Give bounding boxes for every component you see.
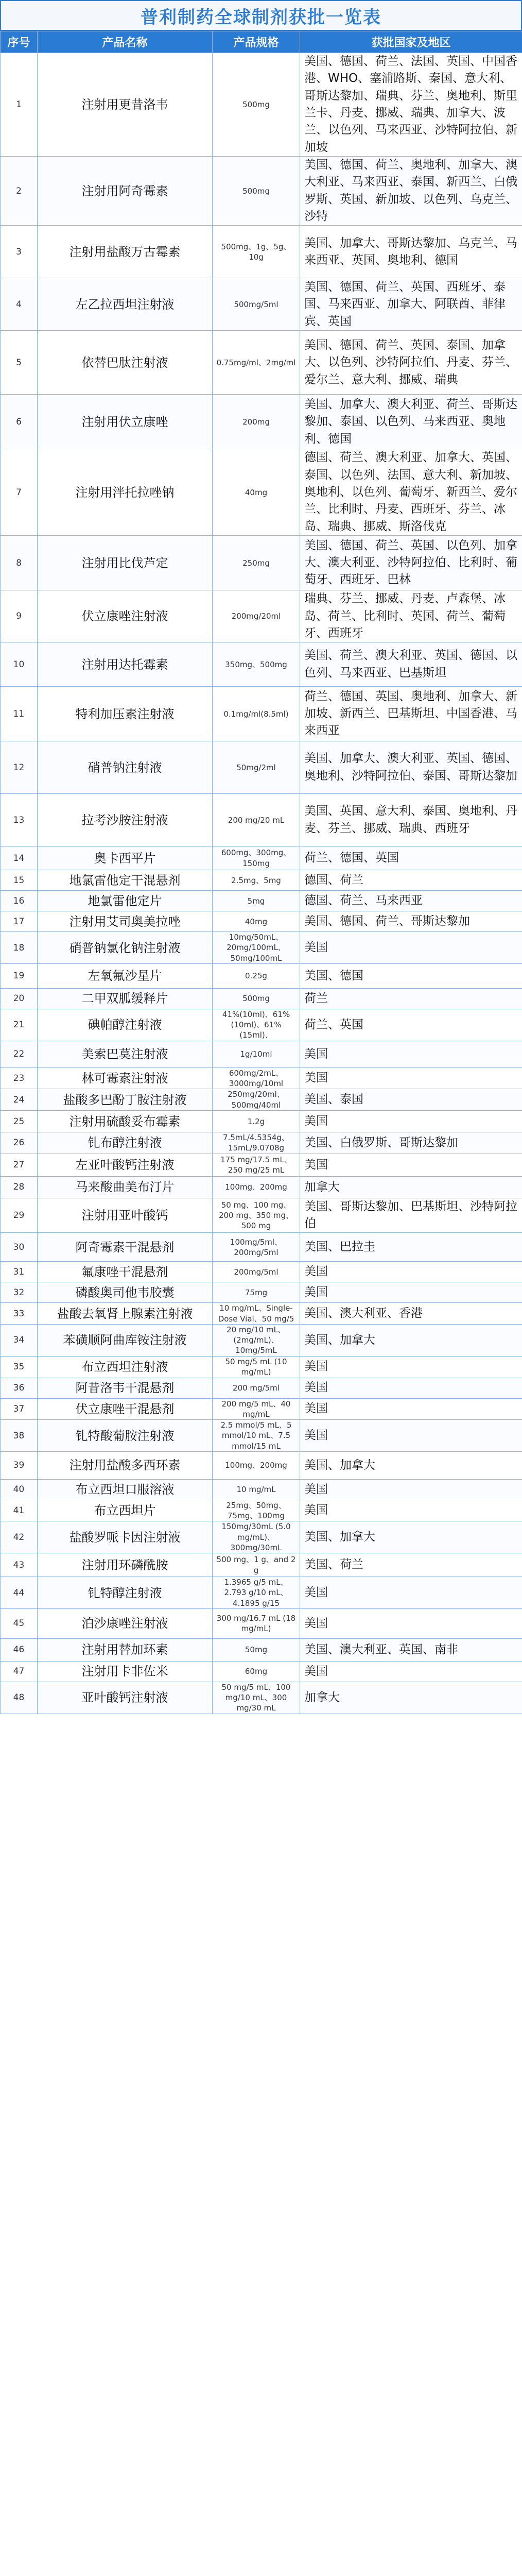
table-row [1,891,522,911]
approved-regions: 美国、澳大利亚、香港 [300,1303,522,1325]
approved-regions: 美国、德国、荷兰、英国、西班牙、泰国、马来西亚、加拿大、阿联酋、菲律宾、英国 [300,278,522,331]
row-number: 39 [1,1451,38,1479]
row-number: 10 [1,642,38,687]
product-name: 碘帕醇注射液 [38,1009,213,1041]
product-spec: 75mg [213,1282,300,1303]
column-header-product: 产品名称 [38,31,213,53]
approved-regions: 美国 [300,1378,522,1398]
column-header-number: 序号 [1,31,38,53]
product-spec: 500mg、1g、5g、10g [213,226,300,278]
approved-regions: 美国、哥斯达黎加、巴基斯坦、沙特阿拉伯 [300,1198,522,1233]
approved-regions: 美国、澳大利亚、英国、南非 [300,1638,522,1661]
product-name: 盐酸去氧肾上腺素注射液 [38,1303,213,1325]
product-spec: 50 mg/5 mL、100 mg/10 mL、300 mg/30 mL [213,1682,300,1714]
row-number: 33 [1,1303,38,1325]
row-number: 18 [1,932,38,964]
column-header-region: 获批国家及地区 [300,31,522,53]
approved-regions: 美国 [300,1661,522,1682]
product-name: 磷酸奥司他韦胶囊 [38,1282,213,1303]
table-row [1,331,522,395]
row-number: 29 [1,1198,38,1233]
product-name: 注射用艾司奥美拉唑 [38,911,213,932]
table-row [1,1638,522,1661]
product-name: 拉考沙胺注射液 [38,794,213,846]
table-row [1,53,522,157]
row-number: 7 [1,449,38,536]
approved-regions: 美国 [300,1479,522,1500]
product-name: 注射用卡非佐米 [38,1661,213,1682]
product-spec: 200mg [213,395,300,449]
row-number: 22 [1,1041,38,1067]
approved-regions: 美国、德国、荷兰、法国、英国、中国香港、WHO、塞浦路斯、秦国、意大利、哥斯达黎加、瑞典、芬兰、奥地利、斯里兰卡、丹麦、挪威、瑞典、加拿大、波兰、以色列、马来西亚、沙特阿拉伯、新加坡 [300,53,522,157]
product-spec: 10mg/50mL、20mg/100mL、50mg/100mL [213,932,300,964]
approved-regions: 美国、加拿大、澳大利亚、荷兰、哥斯达黎加、泰国、以色列、马来西亚、奥地利、德国 [300,395,522,449]
approved-regions: 加拿大 [300,1682,522,1714]
product-spec: 5mg [213,891,300,911]
product-spec: 10 mg/mL、Single-Dose Vial、50 mg/5 [213,1303,300,1325]
document-title: 普利制药全球制剂获批一览表 [141,7,381,28]
product-spec: 200 mg/5ml [213,1378,300,1398]
table-header-row [1,31,522,53]
product-name: 注射用替加环素 [38,1638,213,1661]
row-number: 4 [1,278,38,331]
product-name: 特利加压素注射液 [38,687,213,741]
product-name: 硝普钠注射液 [38,741,213,794]
product-spec: 0.25g [213,963,300,988]
table-row [1,1500,522,1521]
product-name: 注射用阿奇霉素 [38,157,213,226]
product-spec: 0.1mg/ml(8.5ml) [213,687,300,741]
row-number: 41 [1,1500,38,1521]
product-spec: 250mg/20ml、500mg/40ml [213,1089,300,1111]
table-row [1,536,522,590]
table-row [1,1041,522,1067]
table-row [1,1577,522,1609]
product-spec: 100mg、200mg [213,1451,300,1479]
product-name: 美索巴莫注射液 [38,1041,213,1067]
approved-regions: 美国 [300,1398,522,1420]
row-number: 43 [1,1553,38,1577]
product-spec: 50mg/2ml [213,741,300,794]
table-row [1,1479,522,1500]
approved-regions: 荷兰、德国、英国 [300,846,522,870]
row-number: 2 [1,157,38,226]
table-row [1,1553,522,1577]
product-name: 阿昔洛韦干混悬剂 [38,1378,213,1398]
table-row [1,1233,522,1262]
table-row [1,1282,522,1303]
table-row [1,1324,522,1356]
product-name: 地氯雷他定干混悬剂 [38,870,213,891]
table-row [1,1154,522,1176]
product-name: 硝普钠氯化钠注射液 [38,932,213,964]
approved-regions: 美国、荷兰 [300,1553,522,1577]
row-number: 26 [1,1132,38,1154]
product-name: 钆布醇注射液 [38,1132,213,1154]
product-name: 布立西坦口服溶液 [38,1479,213,1500]
row-number: 3 [1,226,38,278]
row-number: 11 [1,687,38,741]
product-spec: 175 mg/17.5 mL、250 mg/25 mL [213,1154,300,1176]
row-number: 47 [1,1661,38,1682]
table-row [1,1378,522,1398]
row-number: 1 [1,53,38,157]
row-number: 27 [1,1154,38,1176]
product-spec: 500mg/5ml [213,278,300,331]
product-spec: 200mg/20ml [213,590,300,642]
approved-regions: 美国、荷兰、澳大利亚、英国、德国、以色列、马来西亚、巴基斯坦 [300,642,522,687]
table-row [1,846,522,870]
approved-regions: 荷兰 [300,988,522,1009]
product-spec: 10 mg/mL [213,1479,300,1500]
product-name: 左氧氟沙星片 [38,963,213,988]
row-number: 16 [1,891,38,911]
row-number: 6 [1,395,38,449]
product-spec: 60mg [213,1661,300,1682]
product-spec: 350mg、500mg [213,642,300,687]
row-number: 25 [1,1111,38,1132]
row-number: 19 [1,963,38,988]
product-spec: 41%(10ml)、61%(10ml)、61%(15ml)、 [213,1009,300,1041]
approved-regions: 美国 [300,1282,522,1303]
table-row [1,278,522,331]
row-number: 30 [1,1233,38,1262]
product-spec: 2.5mg、5mg [213,870,300,891]
row-number: 40 [1,1479,38,1500]
row-number: 14 [1,846,38,870]
approved-regions: 美国 [300,1262,522,1282]
product-name: 注射用更昔洛韦 [38,53,213,157]
approved-regions: 美国 [300,1067,522,1089]
approved-regions: 美国、德国、荷兰、奥地利、加拿大、澳大利亚、马来西亚、泰国、新西兰、白俄罗斯、英国、新加坡、以色列、乌克兰、沙特 [300,157,522,226]
product-name: 注射用环磷酰胺 [38,1553,213,1577]
approved-regions: 美国 [300,1420,522,1452]
product-name: 地氯雷他定片 [38,891,213,911]
product-spec: 300 mg/16.7 mL (18 mg/mL) [213,1608,300,1638]
row-number: 28 [1,1176,38,1198]
row-number: 35 [1,1356,38,1378]
product-spec: 200 mg/20 mL [213,794,300,846]
product-spec: 200 mg/5 mL、40 mg/mL [213,1398,300,1420]
product-spec: 600mg/2mL、3000mg/10ml [213,1067,300,1089]
product-name: 布立西坦片 [38,1500,213,1521]
product-name: 注射用泮托拉唑钠 [38,449,213,536]
table-row [1,226,522,278]
approved-regions: 美国 [300,1500,522,1521]
product-name: 注射用亚叶酸钙 [38,1198,213,1233]
table-row [1,1608,522,1638]
product-spec: 500mg [213,988,300,1009]
product-name: 注射用盐酸多西环素 [38,1451,213,1479]
product-name: 布立西坦注射液 [38,1356,213,1378]
approved-regions: 美国、德国、荷兰、英国、以色列、加拿大、澳大利亚、沙特阿拉伯、比利时、葡萄牙、西班牙、巴林 [300,536,522,590]
table-row [1,1356,522,1378]
row-number: 8 [1,536,38,590]
product-spec: 500mg [213,157,300,226]
approved-regions: 美国 [300,1608,522,1638]
product-spec: 150mg/30mL (5.0 mg/mL)、300mg/30mL [213,1521,300,1553]
product-name: 盐酸罗哌卡因注射液 [38,1521,213,1553]
table-row [1,395,522,449]
table-row [1,1176,522,1198]
table-row [1,590,522,642]
product-spec: 40mg [213,911,300,932]
product-name: 泊沙康唑注射液 [38,1608,213,1638]
product-name: 林可霉素注射液 [38,1067,213,1089]
table-row [1,1067,522,1089]
table-row [1,870,522,891]
approved-regions: 美国 [300,1577,522,1609]
table-row [1,1521,522,1553]
product-spec: 100mg/5ml、200mg/5ml [213,1233,300,1262]
product-name: 钆特酸葡胺注射液 [38,1420,213,1452]
table-row [1,157,522,226]
table-row [1,1682,522,1714]
table-row [1,1009,522,1041]
approved-regions: 德国、荷兰 [300,870,522,891]
row-number: 12 [1,741,38,794]
approved-regions: 美国、加拿大、哥斯达黎加、乌克兰、马来西亚、英国、奥地利、德国 [300,226,522,278]
table-row [1,988,522,1009]
column-header-spec: 产品规格 [213,31,300,53]
table-row [1,932,522,964]
table-row [1,1398,522,1420]
product-name: 注射用硫酸妥布霉素 [38,1111,213,1132]
product-name: 马来酸曲美布汀片 [38,1176,213,1198]
table-row [1,911,522,932]
product-spec: 25mg、50mg、75mg、100mg [213,1500,300,1521]
product-spec: 50mg [213,1638,300,1661]
row-number: 48 [1,1682,38,1714]
product-spec: 0.75mg/ml、2mg/ml [213,331,300,395]
product-name: 氟康唑干混悬剂 [38,1262,213,1282]
product-name: 伏立康唑干混悬剂 [38,1398,213,1420]
product-spec: 2.5 mmol/5 mL、5 mmol/10 mL、7.5 mmol/15 mL [213,1420,300,1452]
product-name: 左乙拉西坦注射液 [38,278,213,331]
product-name: 奥卡西平片 [38,846,213,870]
approved-regions: 美国、德国、荷兰、英国、泰国、加拿大、以色列、沙特阿拉伯、丹麦、芬兰、爱尔兰、意大利、挪威、瑞典 [300,331,522,395]
product-spec: 7.5mL/4.5354g、15mL/9.0708g [213,1132,300,1154]
table-body [1,53,522,1714]
product-spec: 500 mg、1 g、and 2 g [213,1553,300,1577]
product-name: 依替巴肽注射液 [38,331,213,395]
row-number: 44 [1,1577,38,1609]
product-name: 二甲双胍缓释片 [38,988,213,1009]
approved-regions: 美国、加拿大 [300,1451,522,1479]
approved-regions: 加拿大 [300,1176,522,1198]
row-number: 17 [1,911,38,932]
product-name: 盐酸多巴酚丁胺注射液 [38,1089,213,1111]
table-row [1,687,522,741]
table-row [1,1420,522,1452]
product-name: 苯磺顺阿曲库铵注射液 [38,1324,213,1356]
product-spec: 250mg [213,536,300,590]
product-spec: 50 mg、100 mg、200 mg、350 mg、500 mg [213,1198,300,1233]
product-spec: 100mg、200mg [213,1176,300,1198]
approved-regions: 美国、白俄罗斯、哥斯达黎加 [300,1132,522,1154]
product-name: 左亚叶酸钙注射液 [38,1154,213,1176]
table-row [1,1303,522,1325]
table-row [1,1089,522,1111]
table-row [1,1661,522,1682]
product-name: 钆特醇注射液 [38,1577,213,1609]
row-number: 36 [1,1378,38,1398]
product-spec: 1.2g [213,1111,300,1132]
approved-regions: 美国、德国 [300,963,522,988]
approved-regions: 美国 [300,932,522,964]
approved-regions: 美国 [300,1356,522,1378]
product-spec: 1.3965 g/5 mL、2.793 g/10 mL、4.1895 g/15 [213,1577,300,1609]
approved-regions: 美国、加拿大、澳大利亚、英国、德国、奥地利、沙特阿拉伯、泰国、哥斯达黎加 [300,741,522,794]
approval-table [0,31,522,1714]
approved-regions: 美国 [300,1154,522,1176]
approved-regions: 荷兰、德国、英国、奥地利、加拿大、新加坡、新西兰、巴基斯坦、中国香港、马来西亚 [300,687,522,741]
product-spec: 40mg [213,449,300,536]
approved-regions: 瑞典、芬兰、挪威、丹麦、卢森堡、冰岛、荷兰、比利时、英国、荷兰、葡萄牙、西班牙 [300,590,522,642]
row-number: 13 [1,794,38,846]
product-spec: 1g/10ml [213,1041,300,1067]
table-row [1,1111,522,1132]
product-name: 阿奇霉素干混悬剂 [38,1233,213,1262]
row-number: 32 [1,1282,38,1303]
product-spec: 200mg/5ml [213,1262,300,1282]
approved-regions: 美国 [300,1041,522,1067]
row-number: 9 [1,590,38,642]
product-name: 注射用比伐芦定 [38,536,213,590]
product-name: 注射用盐酸万古霉素 [38,226,213,278]
approved-regions: 美国 [300,1111,522,1132]
approved-regions: 德国、荷兰、马来西亚 [300,891,522,911]
product-name: 注射用达托霉素 [38,642,213,687]
table-row [1,1132,522,1154]
title-bar [0,0,522,31]
approved-regions: 美国、德国、荷兰、哥斯达黎加 [300,911,522,932]
table-row [1,963,522,988]
table-row [1,1451,522,1479]
row-number: 45 [1,1608,38,1638]
row-number: 34 [1,1324,38,1356]
product-name: 伏立康唑注射液 [38,590,213,642]
row-number: 42 [1,1521,38,1553]
approved-regions: 美国、巴拉圭 [300,1233,522,1262]
table-row [1,794,522,846]
row-number: 20 [1,988,38,1009]
row-number: 31 [1,1262,38,1282]
table-row [1,642,522,687]
product-name: 注射用伏立康唑 [38,395,213,449]
row-number: 21 [1,1009,38,1041]
approved-regions: 美国、加拿大 [300,1324,522,1356]
product-spec: 50 mg/5 mL (10 mg/mL) [213,1356,300,1378]
table-row [1,1262,522,1282]
row-number: 38 [1,1420,38,1452]
product-name: 亚叶酸钙注射液 [38,1682,213,1714]
approved-regions: 美国、加拿大 [300,1521,522,1553]
row-number: 24 [1,1089,38,1111]
table-row [1,449,522,536]
table-row [1,1198,522,1233]
product-spec: 20 mg/10 mL、(2mg/mL)、10mg/5mL [213,1324,300,1356]
approved-regions: 美国、泰国 [300,1089,522,1111]
row-number: 5 [1,331,38,395]
approved-regions: 荷兰、英国 [300,1009,522,1041]
approved-regions: 美国、英国、意大利、泰国、奥地利、丹麦、芬兰、挪威、瑞典、西班牙 [300,794,522,846]
row-number: 37 [1,1398,38,1420]
approved-regions: 德国、荷兰、澳大利亚、加拿大、英国、泰国、以色列、法国、意大利、新加坡、奥地利、以色列、葡萄牙、新西兰、爱尔兰、比利时、丹麦、西班牙、芬兰、冰岛、瑞典、挪威、斯洛伐克 [300,449,522,536]
product-spec: 600mg、300mg、150mg [213,846,300,870]
table-row [1,741,522,794]
row-number: 46 [1,1638,38,1661]
row-number: 23 [1,1067,38,1089]
product-spec: 500mg [213,53,300,157]
row-number: 15 [1,870,38,891]
